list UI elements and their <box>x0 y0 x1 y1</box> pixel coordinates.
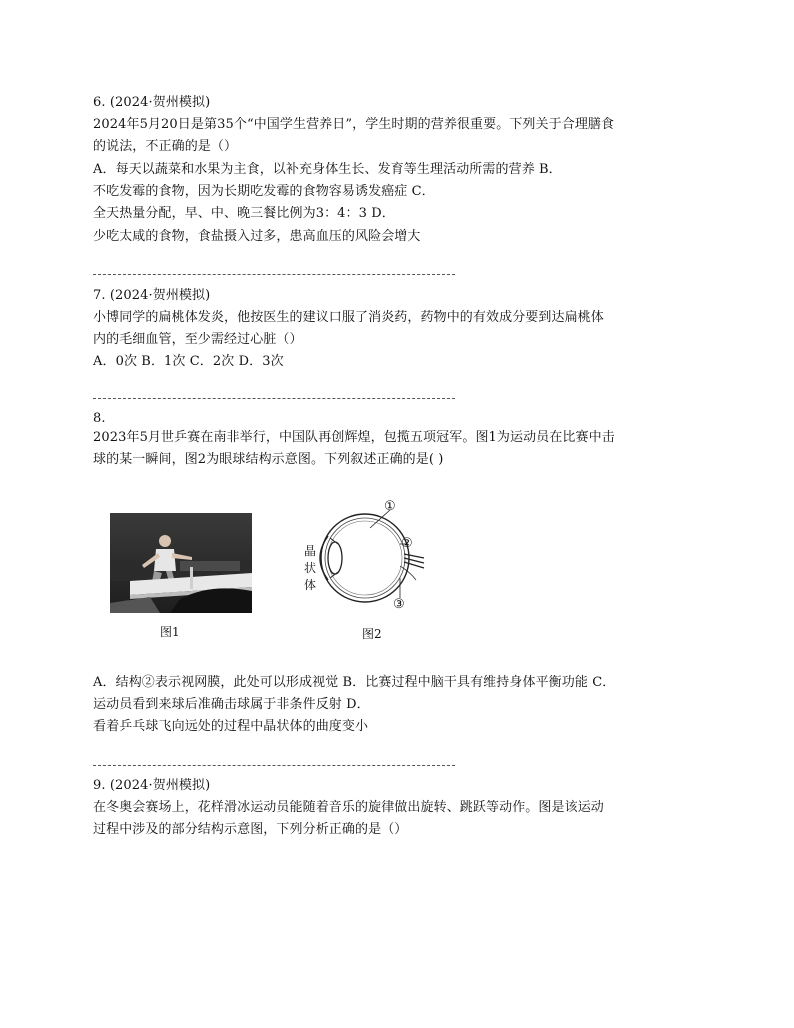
table-tennis-photo <box>110 513 252 613</box>
q9-stem-line2: 过程中涉及的部分结构示意图，下列分析正确的是（） <box>93 822 408 837</box>
q7-options: A．0次 B．1次 C．2次 D．3次 <box>93 354 284 369</box>
q7-stem-line2: 内的毛细血管，至少需经过心脏（） <box>93 332 303 347</box>
separator-line <box>93 765 455 766</box>
q6-option-line4: 少吃太咸的食物，食盐摄入过多，患高血压的风险会增大 <box>93 229 421 244</box>
figure2-caption: 图2 <box>362 627 382 641</box>
lens-label-text: 晶状体 <box>303 544 316 592</box>
q6-header: 6. (2024·贺州模拟) <box>93 95 211 110</box>
separator-line <box>93 398 455 399</box>
q9-header: 9. (2024·贺州模拟) <box>93 778 211 793</box>
marker-2: ② <box>401 536 413 551</box>
marker-1: ① <box>384 499 396 514</box>
q8-stem-line1: 2023年5月世乒赛在南非举行，中国队再创辉煌，包揽五项冠军。图1为运动员在比赛中击 <box>93 430 615 445</box>
separator-line <box>93 274 455 275</box>
q6-option-line1: A．每天以蔬菜和水果为主食，以补充身体生长、发育等生理活动所需的营养 B． <box>93 162 562 177</box>
q8-option-line3: 看着乒乓球飞向远处的过程中晶状体的曲度变小 <box>93 719 369 734</box>
q6-option-line2: 不吃发霉的食物，因为长期吃发霉的食物容易诱发癌症 C． <box>93 184 435 199</box>
q6-stem-line1: 2024年5月20日是第35个“中国学生营养日”，学生时期的营养很重要。下列关于合理膳食 <box>93 117 615 132</box>
table-tennis-photo-graphic <box>110 513 252 613</box>
q8-option-line2: 运动员看到来球后准确击球属于非条件反射 D． <box>93 697 370 712</box>
q6-option-line3: 全天热量分配，早、中、晚三餐比例为3：4：3 D． <box>93 206 395 221</box>
q8-stem-line2: 球的某一瞬间，图2为眼球结构示意图。下列叙述正确的是( ) <box>93 452 444 467</box>
q6-stem-line2: 的说法，不正确的是（） <box>93 139 238 154</box>
q7-header: 7. (2024·贺州模拟) <box>93 288 211 303</box>
eye-structure-diagram <box>300 498 430 620</box>
q7-stem-line1: 小博同学的扁桃体发炎，他按医生的建议口服了消炎药，药物中的有效成分要到达扁桃体 <box>93 310 604 325</box>
figure1-caption: 图1 <box>160 625 180 639</box>
q9-stem-line1: 在冬奥会赛场上，花样滑冰运动员能随着音乐的旋律做出旋转、跳跃等动作。图是该运动 <box>93 800 604 815</box>
q8-option-line1: A．结构②表示视网膜，此处可以形成视觉 B．比赛过程中脑干具有维持身体平衡功能 C． <box>93 675 616 690</box>
marker-3: ③ <box>393 597 405 612</box>
q8-header: 8. <box>93 411 106 426</box>
